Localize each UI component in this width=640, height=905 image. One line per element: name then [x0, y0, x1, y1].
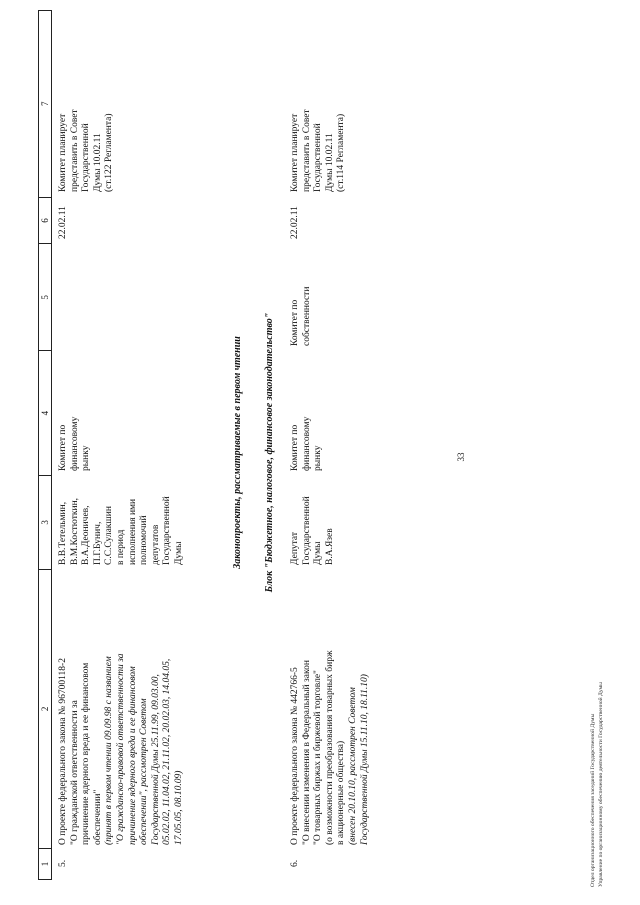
column-header: 4 [39, 350, 51, 475]
bill-note-line: "О гражданско-правовой ответственности за [115, 653, 126, 845]
bill-title-line: "О гражданской ответственности за [69, 700, 80, 845]
co-executor-line: собственности [301, 286, 312, 346]
author-line: П.Г.Бунич, [92, 521, 103, 565]
comment-line: (ст.114 Регламента) [336, 113, 347, 192]
author-line: депутатов [150, 524, 161, 565]
bill-note-line: обеспечении", рассмотрен Советом [139, 698, 150, 845]
author-line: В.В.Тетельмин, [58, 501, 68, 565]
column-header: 7 [40, 101, 50, 107]
bill-note-line: Государственной Думы 15.11.10, 18.11.10) [359, 674, 370, 845]
bill-description [58, 569, 186, 849]
bill-title-line: обеспечении" [92, 789, 103, 845]
author-line: в период [115, 529, 126, 565]
comment-line: представить в Совет [301, 109, 312, 192]
author-line: Государственной [301, 496, 312, 565]
bill-title-line: причинение ядерного вреда и ее финансовом [81, 662, 92, 845]
bill-title-line: в акционерные общества) [336, 740, 347, 845]
table-row [58, 10, 186, 880]
author-line: В.М.Костюткин, [69, 497, 80, 565]
review-date: 22.02.11 [58, 206, 68, 239]
column-header: 6 [39, 197, 51, 244]
column-header: 1 [39, 848, 51, 879]
comment-line: Думы 10.02.11 [92, 133, 103, 192]
bill-note-line: 17.05.05, 08.10.09) [173, 770, 184, 845]
comment-line: Думы 10.02.11 [324, 133, 335, 192]
bill-note-line: (внесен 20.10.10, рассмотрен Советом [347, 687, 358, 845]
responsible-committee [58, 350, 186, 475]
committee-line: рынку [313, 445, 324, 471]
author-line: полномочий [139, 515, 150, 565]
bill-title-line: О проекте федерального закона № 96700118-2 [58, 658, 68, 845]
bill-authors [290, 475, 371, 569]
author-line: Думы [313, 541, 324, 565]
column-header: 5 [39, 243, 51, 350]
committee-line: финансовому [301, 416, 312, 471]
bill-title-line: О проекте федерального закона № 442766-5 [290, 667, 300, 845]
footer-line: Отдел организационного обеспечения заседаний Государственной Думы [590, 713, 596, 887]
committee-line: финансовому [69, 416, 80, 471]
bill-note-line: (принят в первом чтении 09.09.98 с названием [104, 656, 115, 845]
bill-title-line: "О внесении изменения в Федеральный закон [301, 660, 312, 845]
bill-note-line: Государственной Думы 25.11.99, 09.03.00, [150, 674, 161, 845]
comment-line: представить в Совет [69, 109, 80, 192]
column-header: 3 [39, 475, 51, 569]
responsible-committee [290, 350, 371, 475]
author-line: Думы [173, 541, 184, 565]
block-heading: Блок "Бюджетное, налоговое, финансовое законодательство" [264, 312, 275, 593]
section-heading: Законопроекты, рассматриваемые в первом чтении [232, 336, 243, 569]
author-line: В.А.Деоничев, [81, 505, 92, 565]
author-line: исполнения ими [127, 498, 138, 565]
committee-line: Комитет по [290, 424, 300, 471]
row-number: 6. [290, 859, 300, 867]
page-number: 33 [456, 452, 466, 462]
row-number: 5. [58, 859, 68, 867]
bill-note-line: причинение ядерного вреда и ее финансовом [127, 666, 138, 845]
author-line: Государственной [162, 496, 173, 565]
bill-title-line: (о возможности преобразования товарных бирж [324, 650, 335, 845]
committee-line: Комитет по [58, 424, 68, 471]
author-line: С.С.Сулакшин [104, 506, 115, 565]
column-header-row [38, 10, 52, 880]
co-executor [290, 243, 371, 350]
bill-description [290, 569, 371, 849]
bill-authors [58, 475, 186, 569]
column-header: 2 [39, 569, 51, 848]
author-line: В.А.Язев [324, 528, 335, 565]
committee-line: рынку [81, 445, 92, 471]
co-executor-line: Комитет по [290, 299, 300, 346]
comment-line: Государственной [313, 123, 324, 192]
review-date: 22.02.11 [290, 206, 300, 239]
bill-note-line: 05.02.02, 11.04.02, 21.11.02, 20.02.03, 14.04.05, [162, 658, 173, 845]
bill-title-line: "О товарных биржах и биржевой торговле" [313, 670, 324, 845]
table-row [290, 10, 371, 880]
comment [58, 10, 186, 196]
comment [290, 10, 371, 196]
comment-line: (ст.122 Регламента) [104, 113, 115, 192]
author-line: Депутат [290, 531, 300, 565]
co-executor [58, 243, 186, 350]
comment-line: Комитет планирует [290, 113, 300, 192]
comment-line: Комитет планирует [58, 113, 68, 192]
comment-line: Государственной [81, 123, 92, 192]
footer-line: Управление по организационному обеспечению деятельности Государственной Думы [598, 682, 604, 887]
